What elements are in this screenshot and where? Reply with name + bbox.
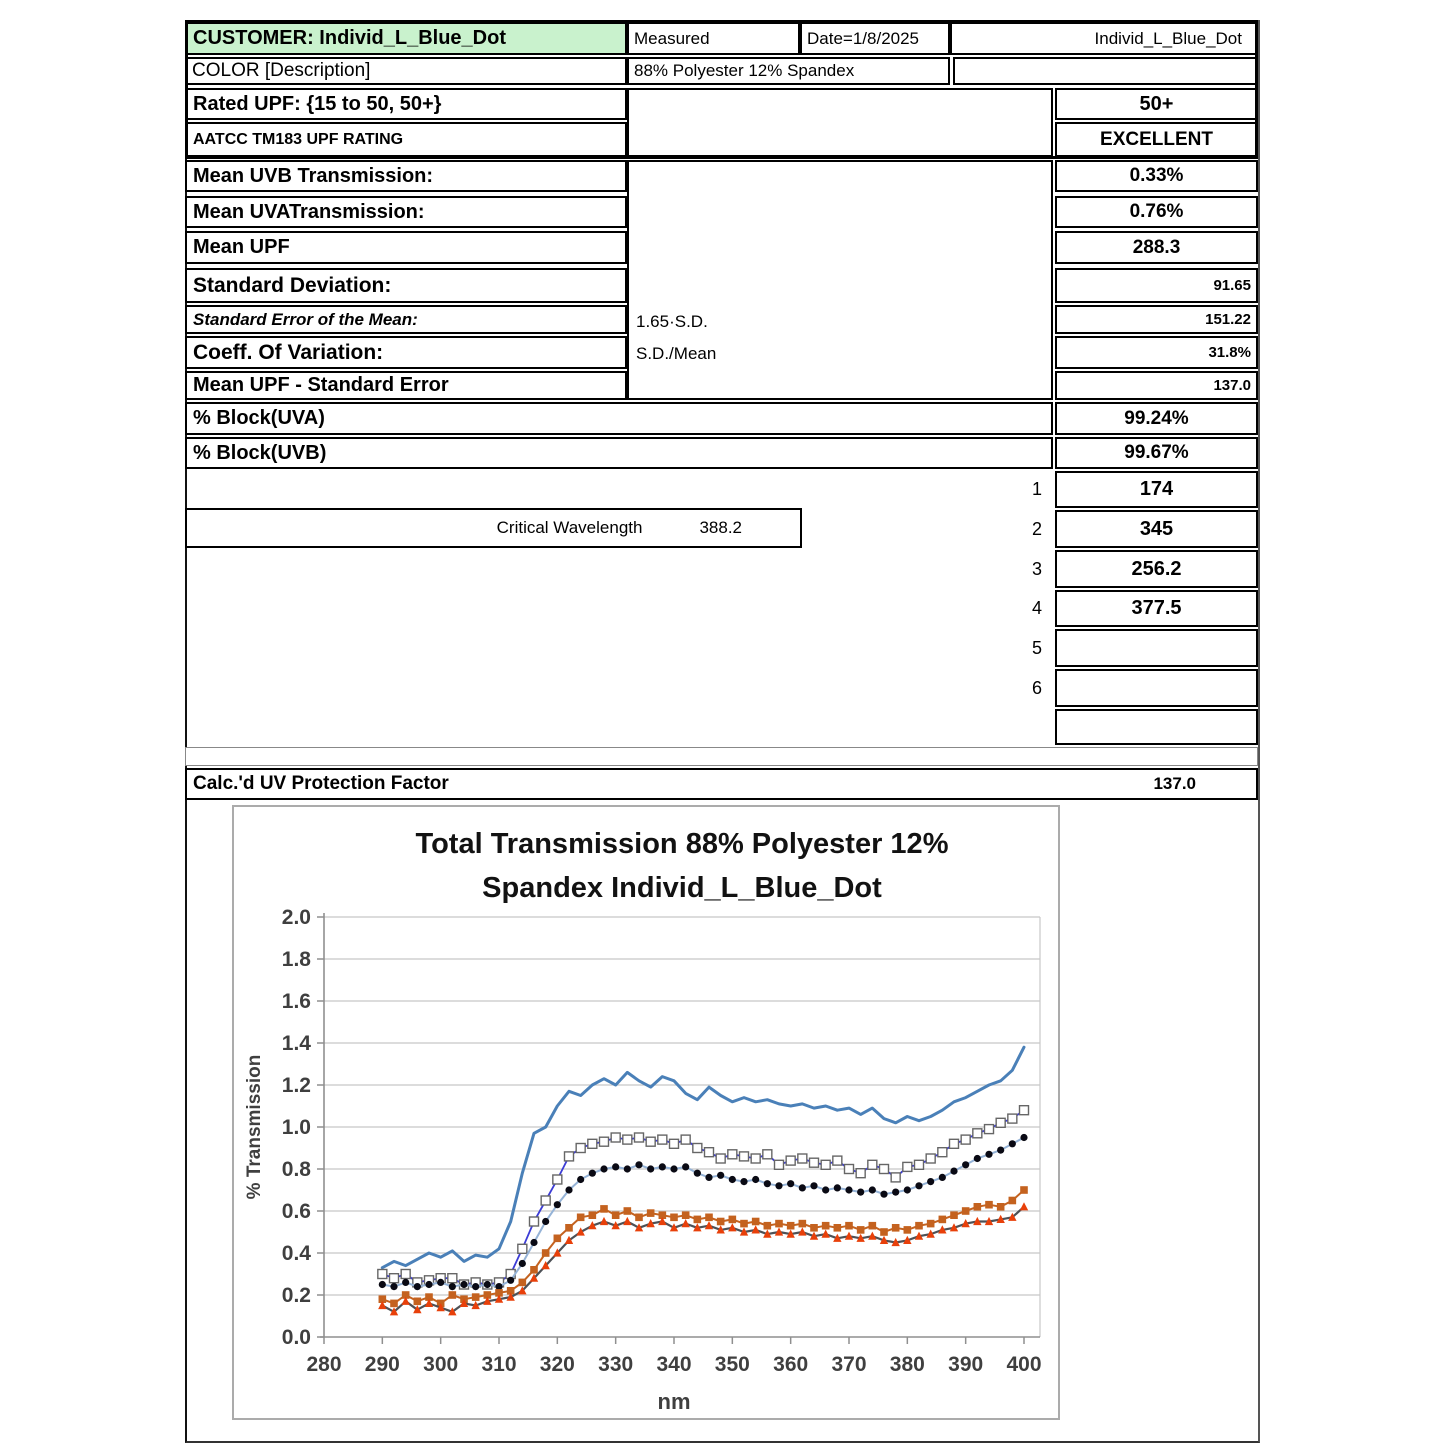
svg-text:370: 370: [831, 1353, 867, 1376]
scan-1-number: 1: [1031, 479, 1042, 499]
svg-text:2.0: 2.0: [281, 906, 311, 929]
svg-text:280: 280: [306, 1353, 342, 1376]
svg-text:% Transmission: % Transmission: [244, 1054, 265, 1200]
svg-text:290: 290: [364, 1353, 400, 1376]
calc-spacer-row: [185, 747, 1258, 766]
extra-empty-value-box: [1055, 709, 1258, 745]
calc-upf-label: Calc.'d UV Protection Factor: [193, 773, 449, 794]
svg-text:0.8: 0.8: [281, 1158, 311, 1181]
stat-value-mean-upf: 288.3: [1055, 231, 1258, 264]
stat-label-std-dev: Standard Deviation:: [185, 268, 627, 303]
sem-formula-note: 1.65·S.D.: [636, 312, 708, 331]
block-uva-value: 99.24%: [1055, 402, 1258, 435]
svg-text:1.2: 1.2: [281, 1074, 311, 1097]
svg-text:Total Transmission 88% Polyes: Total Transmission 88% Polyester 12%: [415, 828, 949, 860]
svg-text:0.6: 0.6: [281, 1200, 311, 1223]
svg-text:300: 300: [423, 1353, 459, 1376]
stat-value-upf-minus-se: 137.0: [1055, 371, 1258, 400]
svg-text:360: 360: [773, 1353, 809, 1376]
scan-3-value: 256.2: [1055, 550, 1258, 588]
color-description-cell: COLOR [Description]: [185, 57, 627, 85]
critical-wavelength-label: Critical Wavelength: [496, 518, 643, 537]
transmission-chart: [232, 805, 1060, 1420]
scan-4-value: 377.5: [1055, 590, 1258, 627]
block-uva-label: % Block(UVA): [185, 402, 1053, 435]
svg-text:330: 330: [598, 1353, 634, 1376]
scan-3-number: 3: [1031, 558, 1042, 579]
stat-label-mean-uvb: Mean UVB Transmission:: [185, 160, 627, 192]
scan-6-value: [1055, 669, 1258, 707]
svg-text:400: 400: [1006, 1353, 1042, 1376]
stat-value-std-err: 151.22: [1055, 305, 1258, 334]
block-uvb-label: % Block(UVB): [185, 437, 1053, 469]
svg-text:310: 310: [481, 1353, 517, 1376]
customer-cell: CUSTOMER: Individ_L_Blue_Dot: [185, 22, 627, 55]
stat-label-std-err: Standard Error of the Mean:: [185, 305, 627, 334]
stat-value-mean-uva: 0.76%: [1055, 196, 1258, 228]
date-cell: Date=1/8/2025: [800, 22, 950, 55]
measured-cell: Measured: [627, 22, 800, 55]
stat-value-coeff-var: 31.8%: [1055, 336, 1258, 369]
stat-label-mean-upf: Mean UPF: [185, 231, 627, 264]
aatcc-rating-label: AATCC TM183 UPF RATING: [185, 122, 627, 157]
aatcc-rating-value: EXCELLENT: [1055, 122, 1258, 157]
svg-text:1.6: 1.6: [281, 990, 311, 1013]
transmission-chart-svg: [234, 807, 1058, 1418]
block-uvb-value: 99.67%: [1055, 437, 1258, 469]
svg-text:0.2: 0.2: [281, 1284, 311, 1307]
critical-wavelength-value: 388.2: [699, 518, 742, 537]
scan-1-value: 174: [1055, 471, 1258, 508]
calc-upf-value: 137.0: [1153, 774, 1196, 793]
upf-results-table: [185, 20, 1260, 810]
svg-text:Spandex Individ_L_Blue_Dot: Spandex Individ_L_Blue_Dot: [482, 872, 882, 904]
svg-text:1.0: 1.0: [281, 1116, 311, 1139]
stat-value-std-dev: 91.65: [1055, 268, 1258, 303]
svg-text:320: 320: [539, 1353, 575, 1376]
rated-upf-value: 50+: [1055, 88, 1258, 120]
svg-text:1.8: 1.8: [281, 948, 311, 971]
empty-header-cell: [953, 57, 1258, 85]
rated-upf-label: Rated UPF: {15 to 50, 50+}: [185, 88, 627, 120]
scan-5-value: [1055, 629, 1258, 667]
scan-6-number: 6: [1031, 677, 1042, 698]
svg-text:0.4: 0.4: [281, 1242, 311, 1265]
empty-mid-cell-top: [627, 88, 1053, 157]
scan-5-number: 5: [1031, 637, 1042, 658]
scan-2-value: 345: [1055, 510, 1258, 548]
svg-text:350: 350: [714, 1353, 750, 1376]
stat-value-mean-uvb: 0.33%: [1055, 160, 1258, 192]
scan-4-number: 4: [1031, 598, 1042, 618]
svg-text:nm: nm: [657, 1389, 691, 1414]
critical-wavelength-box: [185, 508, 802, 548]
calc-upf-row: [185, 768, 1258, 800]
stat-label-mean-uva: Mean UVATransmission:: [185, 196, 627, 228]
svg-text:1.4: 1.4: [281, 1032, 311, 1055]
stat-label-coeff-var: Coeff. Of Variation:: [185, 336, 627, 369]
fabric-cell: 88% Polyester 12% Spandex: [627, 57, 950, 85]
cov-formula-note: S.D./Mean: [636, 344, 717, 363]
scan-2-number: 2: [1031, 518, 1042, 539]
sample-name-cell: Individ_L_Blue_Dot: [950, 22, 1258, 55]
svg-text:0.0: 0.0: [281, 1326, 311, 1349]
svg-text:380: 380: [889, 1353, 925, 1376]
svg-text:340: 340: [656, 1353, 692, 1376]
stat-label-upf-minus-se: Mean UPF - Standard Error: [185, 371, 627, 400]
svg-text:390: 390: [948, 1353, 984, 1376]
